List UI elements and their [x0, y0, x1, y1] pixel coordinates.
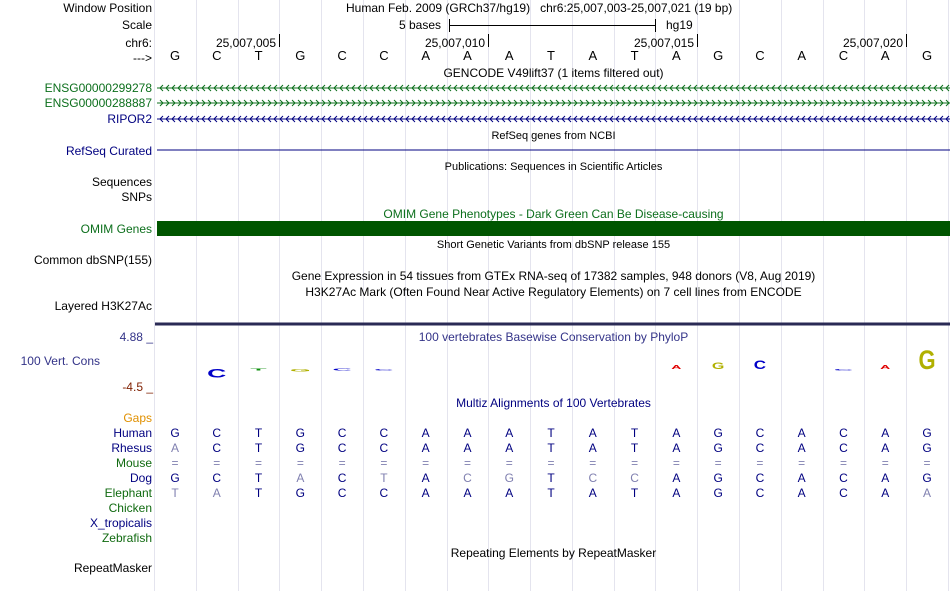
scale-label: Scale — [121, 18, 152, 32]
reference-base: A — [797, 48, 807, 63]
coordinate-label: 25,007,020 — [842, 36, 903, 50]
repeatmasker-label[interactable]: RepeatMasker — [73, 561, 152, 575]
phylop-logo-glyph: A — [880, 364, 891, 371]
common-dbsnp-label[interactable]: Common dbSNP(155) — [33, 253, 152, 267]
alignment-base: = — [631, 456, 639, 470]
gene-feature-ensg00000288887 — [157, 100, 950, 106]
publications-track-title: Publications: Sequences in Scientific Articles — [444, 161, 663, 173]
gaps-label[interactable]: Gaps — [123, 411, 152, 425]
alignment-base: T — [630, 426, 639, 440]
window-position-value: Human Feb. 2009 (GRCh37/hg19) chr6:25,007,003-25,007,021 (19 bp) — [346, 1, 733, 15]
phylop-logo-glyph: C — [833, 368, 854, 371]
reference-base: A — [880, 48, 890, 63]
alignment-base: A — [421, 471, 430, 485]
phylop-logo-glyph: A — [671, 364, 682, 371]
coordinate-label: 25,007,005 — [215, 36, 276, 50]
refseq-curated-label[interactable]: RefSeq Curated — [65, 144, 152, 158]
species-label-mouse[interactable]: Mouse — [115, 456, 152, 470]
alignment-base: G — [170, 471, 180, 485]
alignment-base: A — [881, 486, 890, 500]
alignment-base: G — [504, 471, 514, 485]
coordinate-label: 25,007,015 — [633, 36, 694, 50]
alignment-base: G — [295, 441, 305, 455]
alignment-base: T — [254, 486, 263, 500]
alignment-base: = — [839, 456, 847, 470]
phylop-logo-glyph: G — [289, 368, 311, 373]
alignment-base: A — [672, 426, 681, 440]
alignment-base: = — [547, 456, 555, 470]
alignment-base: C — [337, 471, 347, 485]
snps-label[interactable]: SNPs — [121, 190, 152, 204]
species-label-zebrafish[interactable]: Zebrafish — [101, 531, 152, 545]
reference-base: A — [588, 48, 598, 63]
alignment-base: A — [797, 426, 806, 440]
gene-label-ensg00000299278[interactable]: ENSG00000299278 — [44, 81, 152, 95]
reference-base: A — [421, 48, 430, 63]
phylop-logo-glyph: G — [918, 346, 936, 376]
alignment-base: C — [839, 486, 848, 500]
reference-base: G — [921, 48, 933, 63]
phylop-min-value: -4.5 _ — [122, 380, 153, 394]
alignment-base: = — [756, 456, 764, 470]
alignment-base: A — [505, 486, 514, 500]
phylop-max-value: 4.88 _ — [119, 330, 153, 344]
reference-base: T — [254, 48, 263, 63]
phylop-logo-glyph: C — [374, 368, 394, 371]
refseq-track-title: RefSeq genes from NCBI — [491, 130, 616, 142]
alignment-base: G — [295, 486, 305, 500]
alignment-base: = — [672, 456, 680, 470]
alignment-base: = — [213, 456, 221, 470]
multiz-track-title: Multiz Alignments of 100 Vertebrates — [456, 396, 651, 410]
omim-feature-bar[interactable] — [157, 221, 950, 236]
reference-base: G — [713, 48, 724, 63]
alignment-base: = — [881, 456, 889, 470]
strand-arrow-label: ---> — [133, 51, 152, 65]
alignment-base: C — [755, 471, 765, 485]
alignment-base: C — [337, 441, 347, 455]
alignment-base: G — [713, 471, 723, 485]
alignment-base: A — [881, 441, 890, 455]
reference-base: G — [169, 48, 181, 63]
alignment-base: = — [296, 456, 304, 470]
alignment-base: T — [547, 426, 555, 440]
alignment-base: = — [338, 456, 346, 470]
sequences-label[interactable]: Sequences — [91, 175, 152, 189]
alignment-base: = — [171, 456, 179, 470]
phylop-logo-glyph: C — [207, 367, 227, 381]
alignment-base: A — [505, 426, 514, 440]
scale-bar-text: 5 bases — [399, 18, 442, 32]
phylop-track-title: 100 vertebrates Basewise Conservation by PhyloP — [418, 330, 689, 344]
alignment-base: T — [630, 441, 639, 455]
alignment-base: A — [881, 471, 890, 485]
alignment-base: A — [923, 486, 932, 500]
coordinate-label: 25,007,010 — [424, 36, 485, 50]
alignment-base: A — [672, 471, 681, 485]
alignment-base: T — [547, 486, 555, 500]
alignment-base: T — [254, 426, 263, 440]
alignment-base: = — [798, 456, 806, 470]
alignment-base: A — [881, 426, 890, 440]
alignment-base: A — [672, 441, 681, 455]
h3k27ac-track-title: H3K27Ac Mark (Often Found Near Active Regulatory Elements) on 7 cell lines from ENCODE — [305, 285, 802, 299]
alignment-base: T — [254, 441, 263, 455]
alignment-base: G — [922, 426, 932, 440]
alignment-base: G — [922, 441, 932, 455]
reference-base: T — [630, 48, 639, 63]
species-label-chicken[interactable]: Chicken — [108, 501, 152, 515]
alignment-base: G — [170, 426, 180, 440]
alignment-base: C — [755, 486, 765, 500]
alignment-base: A — [463, 441, 472, 455]
species-label-dog[interactable]: Dog — [129, 471, 152, 485]
reference-base: C — [337, 48, 347, 63]
alignment-base: T — [171, 486, 179, 500]
phylop-logo-glyph: C — [332, 368, 352, 372]
alignment-base: T — [630, 486, 639, 500]
phylop-logo-glyph: G — [711, 360, 725, 372]
reference-base: T — [547, 48, 555, 63]
alignment-base: G — [295, 426, 305, 440]
alignment-base: = — [255, 456, 263, 470]
gencode-track-title: GENCODE V49lift37 (1 items filtered out) — [443, 66, 664, 80]
layered-h3k27ac-label[interactable]: Layered H3K27Ac — [54, 299, 152, 313]
alignment-base: C — [755, 426, 765, 440]
phylop-label[interactable]: 100 Vert. Cons — [20, 354, 100, 368]
alignment-base: C — [212, 441, 222, 455]
dbsnp-track-title: Short Genetic Variants from dbSNP release 155 — [436, 239, 671, 251]
phylop-logo-glyph: T — [250, 368, 267, 372]
species-label-x-tropicalis[interactable]: X_tropicalis — [89, 516, 152, 530]
alignment-base: A — [463, 486, 472, 500]
alignment-base: A — [421, 426, 430, 440]
alignment-base: C — [588, 471, 598, 485]
gene-label-ensg00000288887[interactable]: ENSG00000288887 — [44, 96, 152, 110]
alignment-base: A — [588, 486, 597, 500]
window-position-label: Window Position — [63, 1, 152, 15]
chr-label: chr6: — [125, 36, 152, 50]
reference-base: C — [755, 48, 765, 63]
alignment-base: = — [463, 456, 471, 470]
alignment-base: A — [797, 471, 806, 485]
alignment-base: T — [254, 471, 263, 485]
alignment-base: T — [547, 441, 555, 455]
gtex-track-title: Gene Expression in 54 tissues from GTEx RNA-seq of 17382 samples, 948 donors (V8, Aug 2019) — [291, 269, 816, 283]
alignment-base: A — [421, 486, 430, 500]
repeatmasker-track-title: Repeating Elements by RepeatMasker — [450, 546, 657, 560]
alignment-base: G — [713, 441, 723, 455]
alignment-base: = — [923, 456, 931, 470]
reference-base: C — [379, 48, 389, 63]
alignment-base: T — [380, 471, 388, 485]
alignment-base: C — [379, 441, 389, 455]
alignment-base: C — [212, 426, 222, 440]
alignment-base: C — [337, 486, 347, 500]
alignment-base: A — [463, 426, 472, 440]
alignment-base: G — [922, 471, 932, 485]
alignment-base: C — [755, 441, 765, 455]
alignment-base: A — [797, 486, 806, 500]
alignment-base: C — [839, 441, 848, 455]
omim-track-title: OMIM Gene Phenotypes - Dark Green Can Be Disease-causing — [383, 207, 724, 221]
alignment-base: C — [379, 486, 389, 500]
alignment-base: C — [337, 426, 347, 440]
alignment-base: G — [713, 486, 723, 500]
alignment-base: A — [505, 441, 514, 455]
gene-label-ripor2[interactable]: RIPOR2 — [107, 112, 152, 126]
species-label-rhesus[interactable]: Rhesus — [111, 441, 152, 455]
reference-base: A — [504, 48, 514, 63]
alignment-base: C — [379, 426, 389, 440]
species-label-elephant[interactable]: Elephant — [104, 486, 152, 500]
species-label-human[interactable]: Human — [113, 426, 152, 440]
alignment-base: = — [505, 456, 513, 470]
reference-base: A — [672, 48, 681, 63]
alignment-base: A — [421, 441, 430, 455]
alignment-base: C — [630, 471, 639, 485]
alignment-base: A — [170, 441, 179, 455]
alignment-base: T — [547, 471, 555, 485]
alignment-base: A — [588, 426, 597, 440]
scale-assembly: hg19 — [666, 18, 693, 32]
alignment-base: C — [839, 426, 848, 440]
alignment-base: C — [212, 471, 222, 485]
reference-base: C — [838, 48, 849, 63]
gene-feature-ensg00000299278 — [157, 85, 950, 91]
alignment-base: A — [588, 441, 597, 455]
alignment-base: G — [713, 426, 723, 440]
alignment-base: A — [797, 441, 806, 455]
alignment-base: A — [672, 486, 681, 500]
reference-base: G — [295, 48, 306, 63]
gene-feature-ripor2 — [157, 116, 950, 122]
alignment-base: A — [296, 471, 305, 485]
reference-base: A — [463, 48, 472, 63]
alignment-base: = — [380, 456, 388, 470]
alignment-base: C — [839, 471, 848, 485]
omim-genes-label[interactable]: OMIM Genes — [80, 222, 152, 236]
alignment-base: = — [714, 456, 722, 470]
alignment-base: = — [422, 456, 430, 470]
reference-base: C — [212, 48, 222, 63]
alignment-base: C — [463, 471, 472, 485]
alignment-base: A — [212, 486, 221, 500]
phylop-logo-glyph: C — [753, 359, 767, 373]
alignment-base: = — [589, 456, 597, 470]
